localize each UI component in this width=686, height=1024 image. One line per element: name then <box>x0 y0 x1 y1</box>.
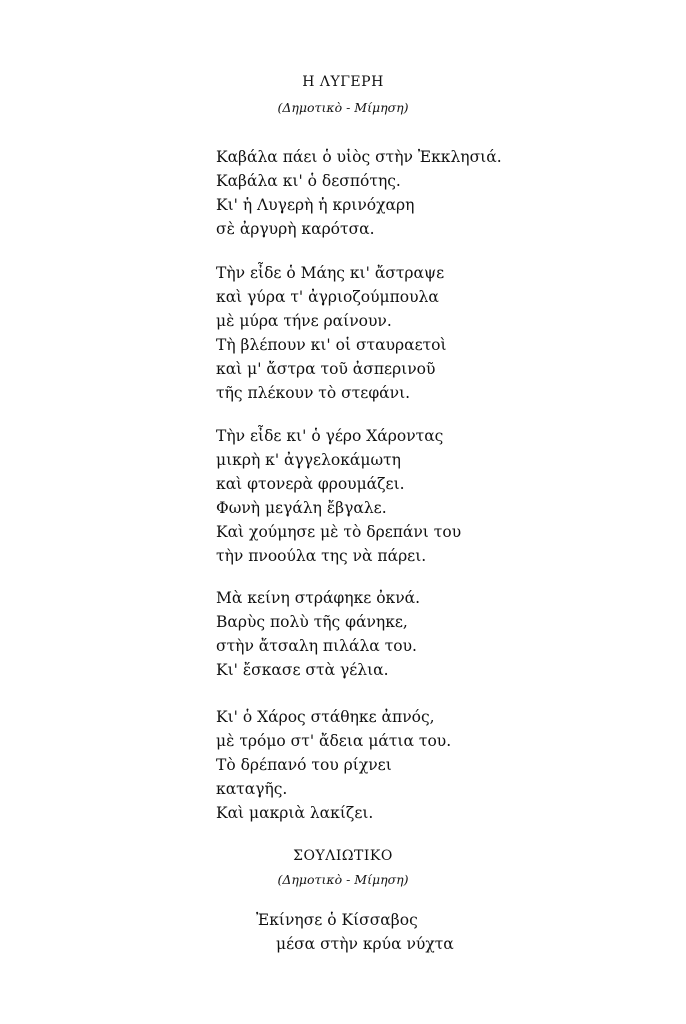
verse-line: Κι' ὁ Χάρος στάθηκε ἀπνός, <box>216 708 435 726</box>
verse-line: Καὶ χούμησε μὲ τὸ δρεπάνι του <box>216 523 462 541</box>
verse-line: τῆς πλέκουν τὸ στεφάνι. <box>216 384 411 402</box>
stanza-1 <box>216 145 502 241</box>
verse-line: Τὴν εἶδε κι' ὁ γέρο Χάροντας <box>216 427 444 445</box>
verse-line: Κι' ἔσκασε στὰ γέλια. <box>216 661 389 679</box>
verse-line: τὴν πνοούλα της νὰ πάρει. <box>216 547 427 565</box>
verse-line: καταγῆς. <box>216 780 288 798</box>
verse-line: Βαρὺς πολὺ τῆς φάνηκε, <box>216 613 408 631</box>
verse-line: Καβάλα πάει ὁ υἱὸς στὴν Ἐκκλησιά. <box>216 148 502 166</box>
verse-line: Καὶ μακριὰ λακίζει. <box>216 804 374 822</box>
verse-line: μέσα στὴν κρύα νύχτα <box>276 935 454 953</box>
stanza-3 <box>216 424 461 568</box>
verse-line: Κι' ἡ Λυγερὴ ἡ κρινόχαρη <box>216 196 415 214</box>
verse-line: μικρὴ κ' ἀγγελοκάμωτη <box>216 451 401 469</box>
verse-line: καὶ γύρα τ' ἀγριοζούμπουλα <box>216 288 439 306</box>
verse-line: Καβάλα κι' ὁ δεσπότης. <box>216 172 401 190</box>
second-poem-title: ΣΟΥΛΙΩΤΙΚΟ <box>293 848 393 864</box>
stanza-5 <box>216 705 451 825</box>
verse-line: Τὴν εἶδε ὁ Μάης κι' ἄστραψε <box>216 264 445 282</box>
stanza-4 <box>216 586 420 682</box>
verse-line: Μὰ κείνη στράφηκε ὀκνά. <box>216 589 421 607</box>
poem-title: Η ΛΥΓΕΡΗ <box>302 74 384 90</box>
second-poem-stanza <box>256 908 454 956</box>
stanza-2 <box>216 261 447 405</box>
verse-line: Ἐκίνησε ὁ Κίσσαβος <box>256 911 418 929</box>
verse-line: μὲ τρόμο στ' ἄδεια μάτια του. <box>216 732 452 750</box>
second-poem-subtitle: (Δημοτικὸ - Μίμηση) <box>277 872 409 887</box>
verse-line: καὶ μ' ἄστρα τοῦ ἀσπερινοῦ <box>216 360 436 378</box>
verse-line: Τὴ βλέπουν κι' οἱ σταυραετοὶ <box>216 336 447 354</box>
verse-line: Φωνὴ μεγάλη ἔβγαλε. <box>216 499 387 517</box>
verse-line: σὲ ἀργυρὴ καρότσα. <box>216 220 375 238</box>
verse-line: μὲ μύρα τήνε ραίνουν. <box>216 312 392 330</box>
poem-subtitle: (Δημοτικὸ - Μίμηση) <box>277 100 409 115</box>
verse-line: καὶ φτονερὰ φρουμάζει. <box>216 475 405 493</box>
verse-line: Τὸ δρέπανό του ρίχνει <box>216 756 392 774</box>
verse-line: στὴν ἄτσαλη πιλάλα του. <box>216 637 417 655</box>
